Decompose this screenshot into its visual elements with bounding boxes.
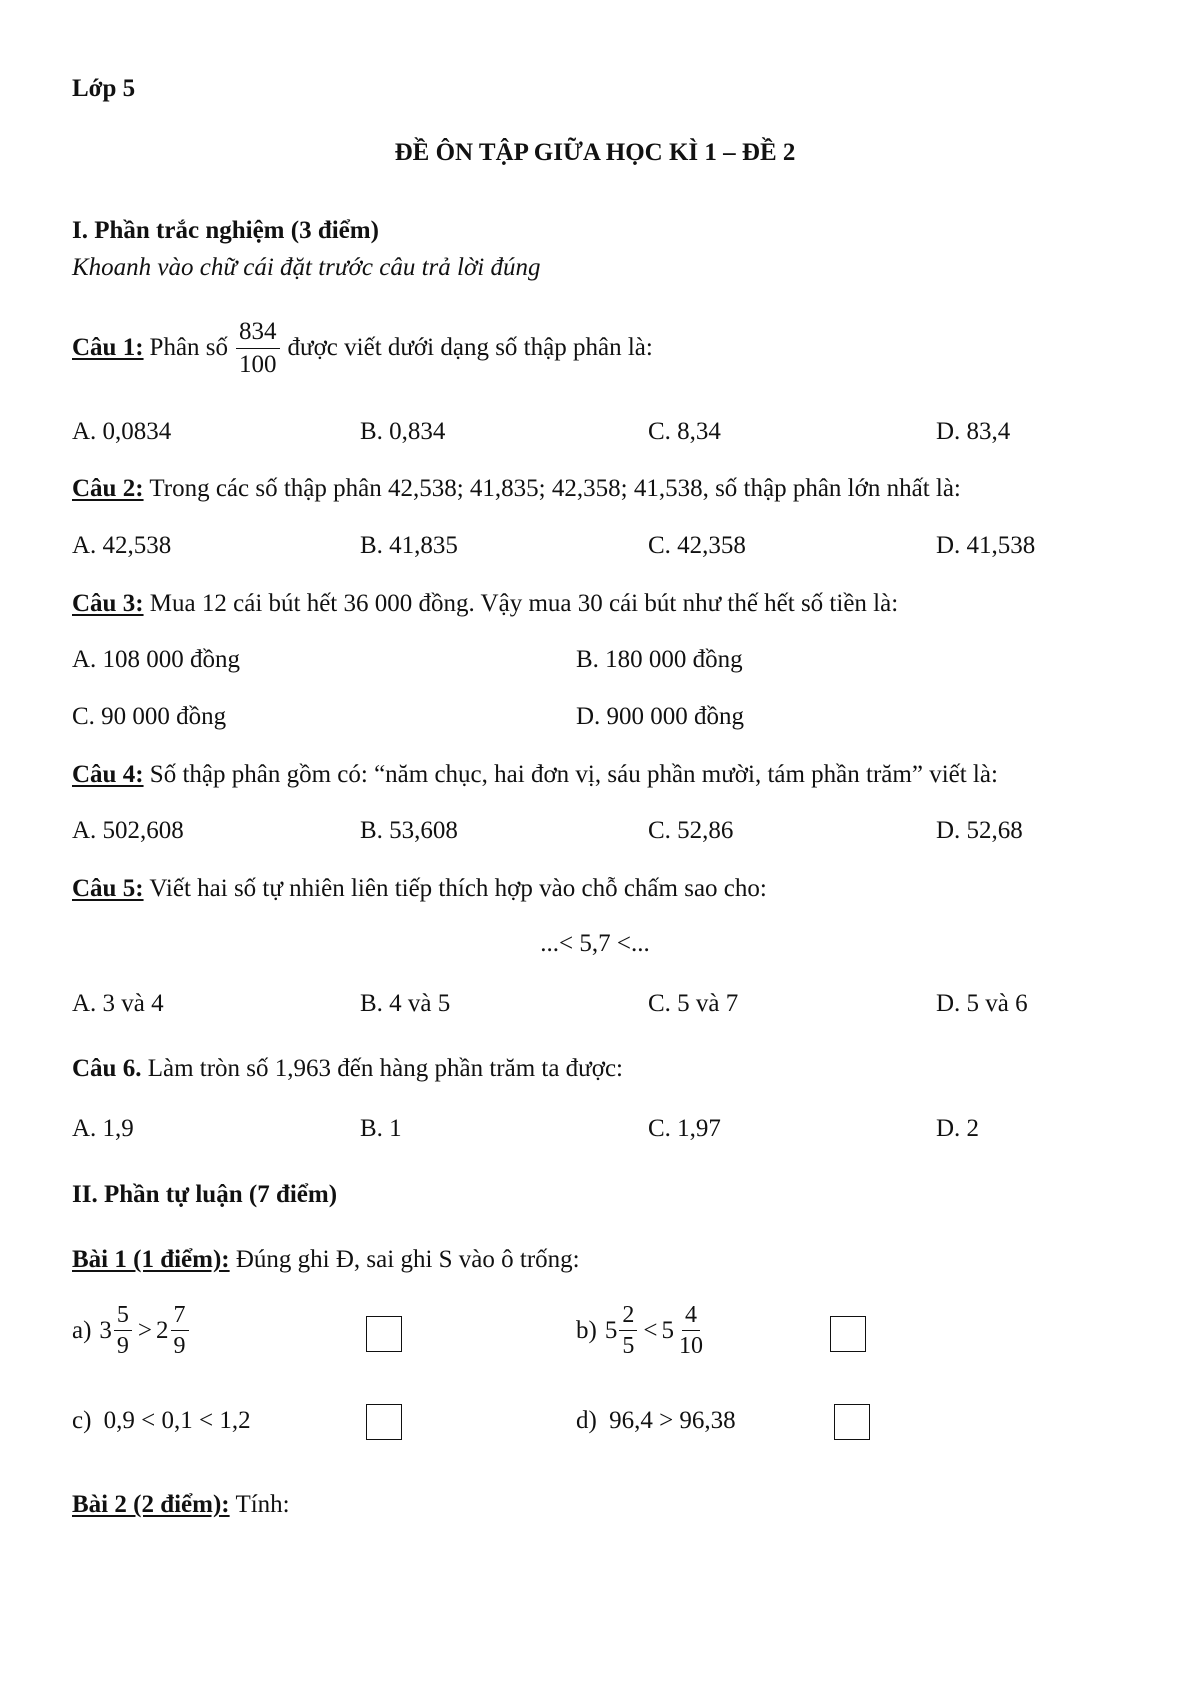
exercise-text: Đúng ghi Đ, sai ghi S vào ô trống:	[235, 1246, 580, 1273]
question-4	[72, 760, 998, 790]
statement-b	[576, 1302, 708, 1360]
part1-instruction: Khoanh vào chữ cái đặt trước câu trả lời đúng	[72, 254, 541, 281]
question-6	[72, 1054, 623, 1084]
question-3	[72, 589, 898, 619]
grade-label: Lớp 5	[72, 75, 136, 102]
statement-tag: d)	[576, 1407, 597, 1434]
question-text: Trong các số thập phân 42,538; 41,835; 42,358; 41,538, số thập phân lớn nhất là:	[149, 475, 961, 502]
statement-d	[576, 1406, 736, 1436]
question-1	[72, 318, 653, 378]
option-d[interactable]: D. 41,538	[936, 532, 1036, 559]
fraction-numerator: 4	[682, 1302, 700, 1331]
option-c[interactable]: C. 5 và 7	[648, 990, 739, 1017]
fraction	[619, 1302, 637, 1360]
question-5	[72, 874, 767, 904]
fraction	[236, 318, 280, 378]
whole-part: 3	[99, 1316, 112, 1344]
option-d[interactable]: D. 2	[936, 1115, 980, 1142]
question-label: Câu 6.	[72, 1055, 142, 1082]
mixed-number	[605, 1302, 640, 1360]
fraction-denominator: 9	[116, 1333, 129, 1360]
option-b[interactable]: B. 1	[360, 1115, 402, 1142]
fraction-numerator: 2	[619, 1302, 637, 1331]
fraction-numerator: 7	[171, 1302, 189, 1331]
question-text: Viết hai số tự nhiên liên tiếp thích hợp vào chỗ chấm sao cho:	[149, 875, 767, 902]
option-c[interactable]: C. 8,34	[648, 418, 721, 445]
question-label: Câu 2:	[72, 475, 144, 502]
comparison-operator: <	[643, 1316, 658, 1344]
option-c[interactable]: C. 52,86	[648, 817, 734, 844]
part2-heading: II. Phần tự luận (7 điểm)	[72, 1181, 338, 1208]
option-a[interactable]: A. 1,9	[72, 1115, 134, 1142]
exercise-text: Tính:	[235, 1491, 290, 1518]
question-2	[72, 474, 961, 504]
option-d[interactable]: D. 83,4	[936, 418, 1011, 445]
mixed-number	[99, 1302, 134, 1360]
fraction	[171, 1302, 189, 1360]
fraction	[676, 1302, 706, 1360]
statement-tag: c)	[72, 1407, 92, 1434]
option-a[interactable]: A. 3 và 4	[72, 990, 164, 1017]
whole-part: 5	[604, 1316, 618, 1344]
exercise-1	[72, 1245, 580, 1275]
whole-part: 2	[156, 1316, 169, 1344]
option-b[interactable]: B. 53,608	[360, 817, 458, 844]
statement-tag: a)	[72, 1316, 92, 1344]
whole-part: 5	[661, 1316, 674, 1344]
fraction-numerator: 834	[236, 318, 280, 349]
option-b[interactable]: B. 41,835	[360, 532, 458, 559]
option-d[interactable]: D. 52,68	[936, 817, 1023, 844]
option-a[interactable]: A. 108 000 đồng	[72, 646, 241, 673]
statement-expression: 0,9 < 0,1 < 1,2	[103, 1407, 251, 1434]
fraction-denominator: 10	[678, 1333, 703, 1360]
option-c[interactable]: C. 90 000 đồng	[72, 703, 227, 730]
option-a[interactable]: A. 42,538	[72, 532, 172, 559]
fraction-denominator: 5	[622, 1333, 635, 1360]
answer-box-a[interactable]	[366, 1316, 402, 1352]
option-b[interactable]: B. 4 và 5	[360, 990, 451, 1017]
question-label: Câu 3:	[72, 590, 144, 617]
question-text: được viết dưới dạng số thập phân là:	[287, 334, 653, 361]
option-a[interactable]: A. 502,608	[72, 817, 184, 844]
question-text: Phân số	[149, 334, 229, 361]
question-label: Câu 4:	[72, 761, 144, 788]
page-title: ĐỀ ÔN TẬP GIỮA HỌC KÌ 1 – ĐỀ 2	[394, 139, 796, 166]
statement-tag: b)	[576, 1316, 597, 1344]
statement-c	[72, 1406, 251, 1436]
question-text: Mua 12 cái bút hết 36 000 đồng. Vậy mua 30 cái bút như thế hết số tiền là:	[149, 590, 899, 617]
fraction-denominator: 100	[239, 350, 277, 378]
part1-heading: I. Phần trắc nghiệm (3 điểm)	[72, 217, 379, 244]
option-b[interactable]: B. 0,834	[360, 418, 446, 445]
exercise-label: Bài 2 (2 điểm):	[72, 1491, 230, 1518]
question-text: Số thập phân gồm có: “năm chục, hai đơn vị, sáu phần mười, tám phần trăm” viết là:	[149, 761, 998, 788]
fraction-denominator: 9	[173, 1333, 186, 1360]
exercise-2	[72, 1490, 290, 1520]
answer-box-d[interactable]	[834, 1404, 870, 1440]
fraction	[114, 1302, 132, 1360]
answer-box-c[interactable]	[366, 1404, 402, 1440]
answer-box-b[interactable]	[830, 1316, 866, 1352]
option-d[interactable]: D. 900 000 đồng	[576, 703, 745, 730]
comparison-operator: >	[137, 1316, 153, 1344]
exercise-label: Bài 1 (1 điểm):	[72, 1246, 230, 1273]
option-c[interactable]: C. 42,358	[648, 532, 746, 559]
option-d[interactable]: D. 5 và 6	[936, 990, 1028, 1017]
question-label: Câu 5:	[72, 875, 144, 902]
statement-expression: 96,4 > 96,38	[609, 1407, 736, 1434]
question-text: Làm tròn số 1,963 đến hàng phần trăm ta được:	[147, 1055, 623, 1082]
question-label: Câu 1:	[72, 334, 144, 361]
mixed-number	[156, 1302, 191, 1360]
option-a[interactable]: A. 0,0834	[72, 418, 172, 445]
fraction-numerator: 5	[114, 1302, 132, 1331]
comparison-expression: ...< 5,7 <...	[540, 930, 650, 957]
statement-a	[72, 1302, 191, 1360]
option-b[interactable]: B. 180 000 đồng	[576, 646, 743, 673]
mixed-number	[661, 1302, 708, 1360]
option-c[interactable]: C. 1,97	[648, 1115, 721, 1142]
